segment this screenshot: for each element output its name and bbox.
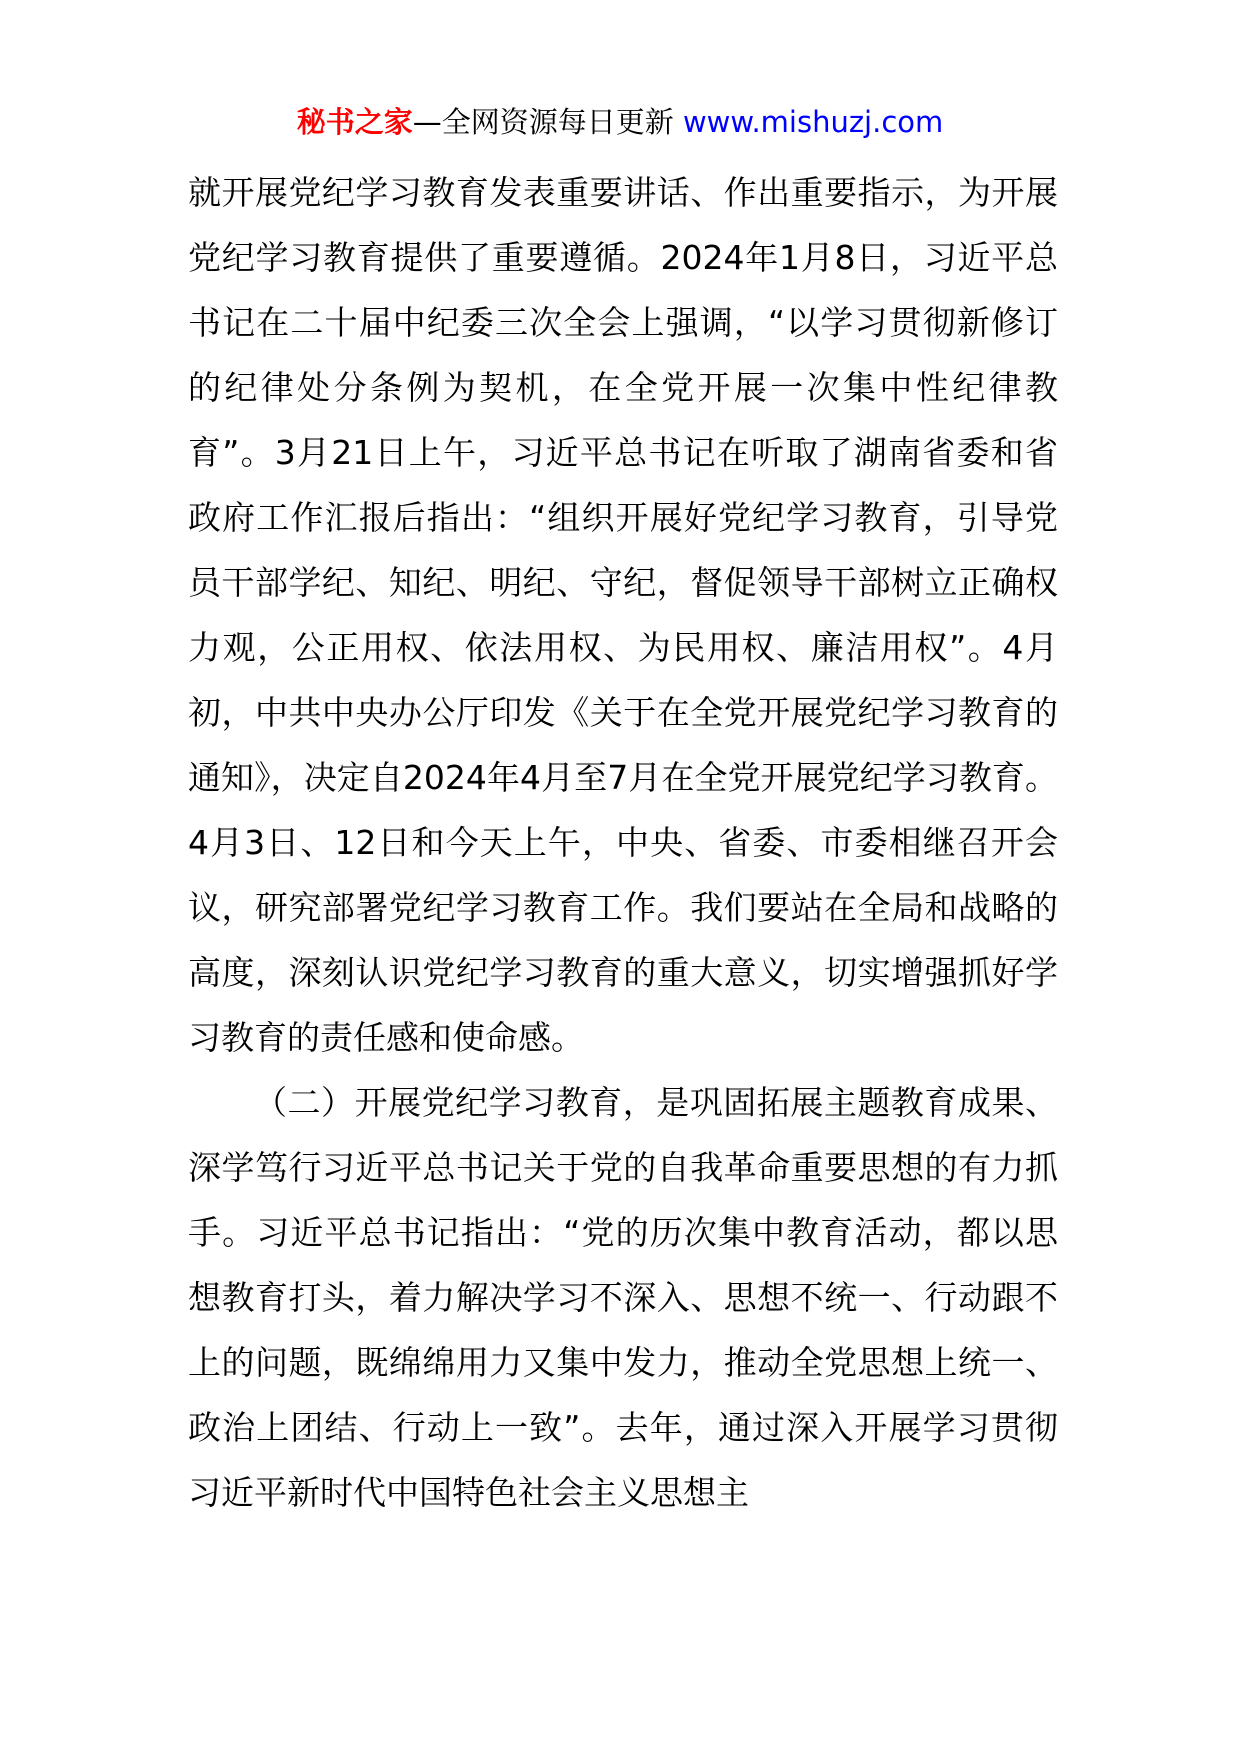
site-url-link[interactable]: www.mishuzj.com [682,105,944,139]
header-tagline: —全网资源每日更新 [412,105,674,139]
page-header [0,102,1240,142]
document-body [188,160,1058,1525]
paragraph-1: 就开展党纪学习教育发表重要讲话、作出重要指示，为开展党纪学习教育提供了重要遵循。2024年1月8日，习近平总书记在二十届中纪委三次全会上强调，“以学习贯彻新修订的纪律处分条例为契机，在全党开展一次集中性纪律教育”。3月21日上午，习近平总书记在听取了湖南省委和省政府工作汇报后指出：“组织开展好党纪学习教育，引导党员干部学纪、知纪、明纪、守纪，督促领导干部树立正确权力观，公正用权、依法用权、为民用权、廉洁用权”。4月初，中共中央办公厅印发《关于在全党开展党纪学习教育的通知》，决定自2024年4月至7月在全党开展党纪学习教育。4月3日、12日和今天上午，中央、省委、市委相继召开会议，研究部署党纪学习教育工作。我们要站在全局和战略的高度，深刻认识党纪学习教育的重大意义，切实增强抓好学习教育的责任感和使命感。 [188,173,1058,1057]
brand-name: 秘书之家 [296,105,413,139]
paragraph-2: （二）开展党纪学习教育，是巩固拓展主题教育成果、深学笃行习近平总书记关于党的自我革命重要思想的有力抓手。习近平总书记指出：“党的历次集中教育活动，都以思想教育打头，着力解决学习不深入、思想不统一、行动跟不上的问题，既绵绵用力又集中发力，推动全党思想上统一、政治上团结、行动上一致”。去年，通过深入开展学习贯彻习近平新时代中国特色社会主义思想主 [188,1083,1058,1512]
